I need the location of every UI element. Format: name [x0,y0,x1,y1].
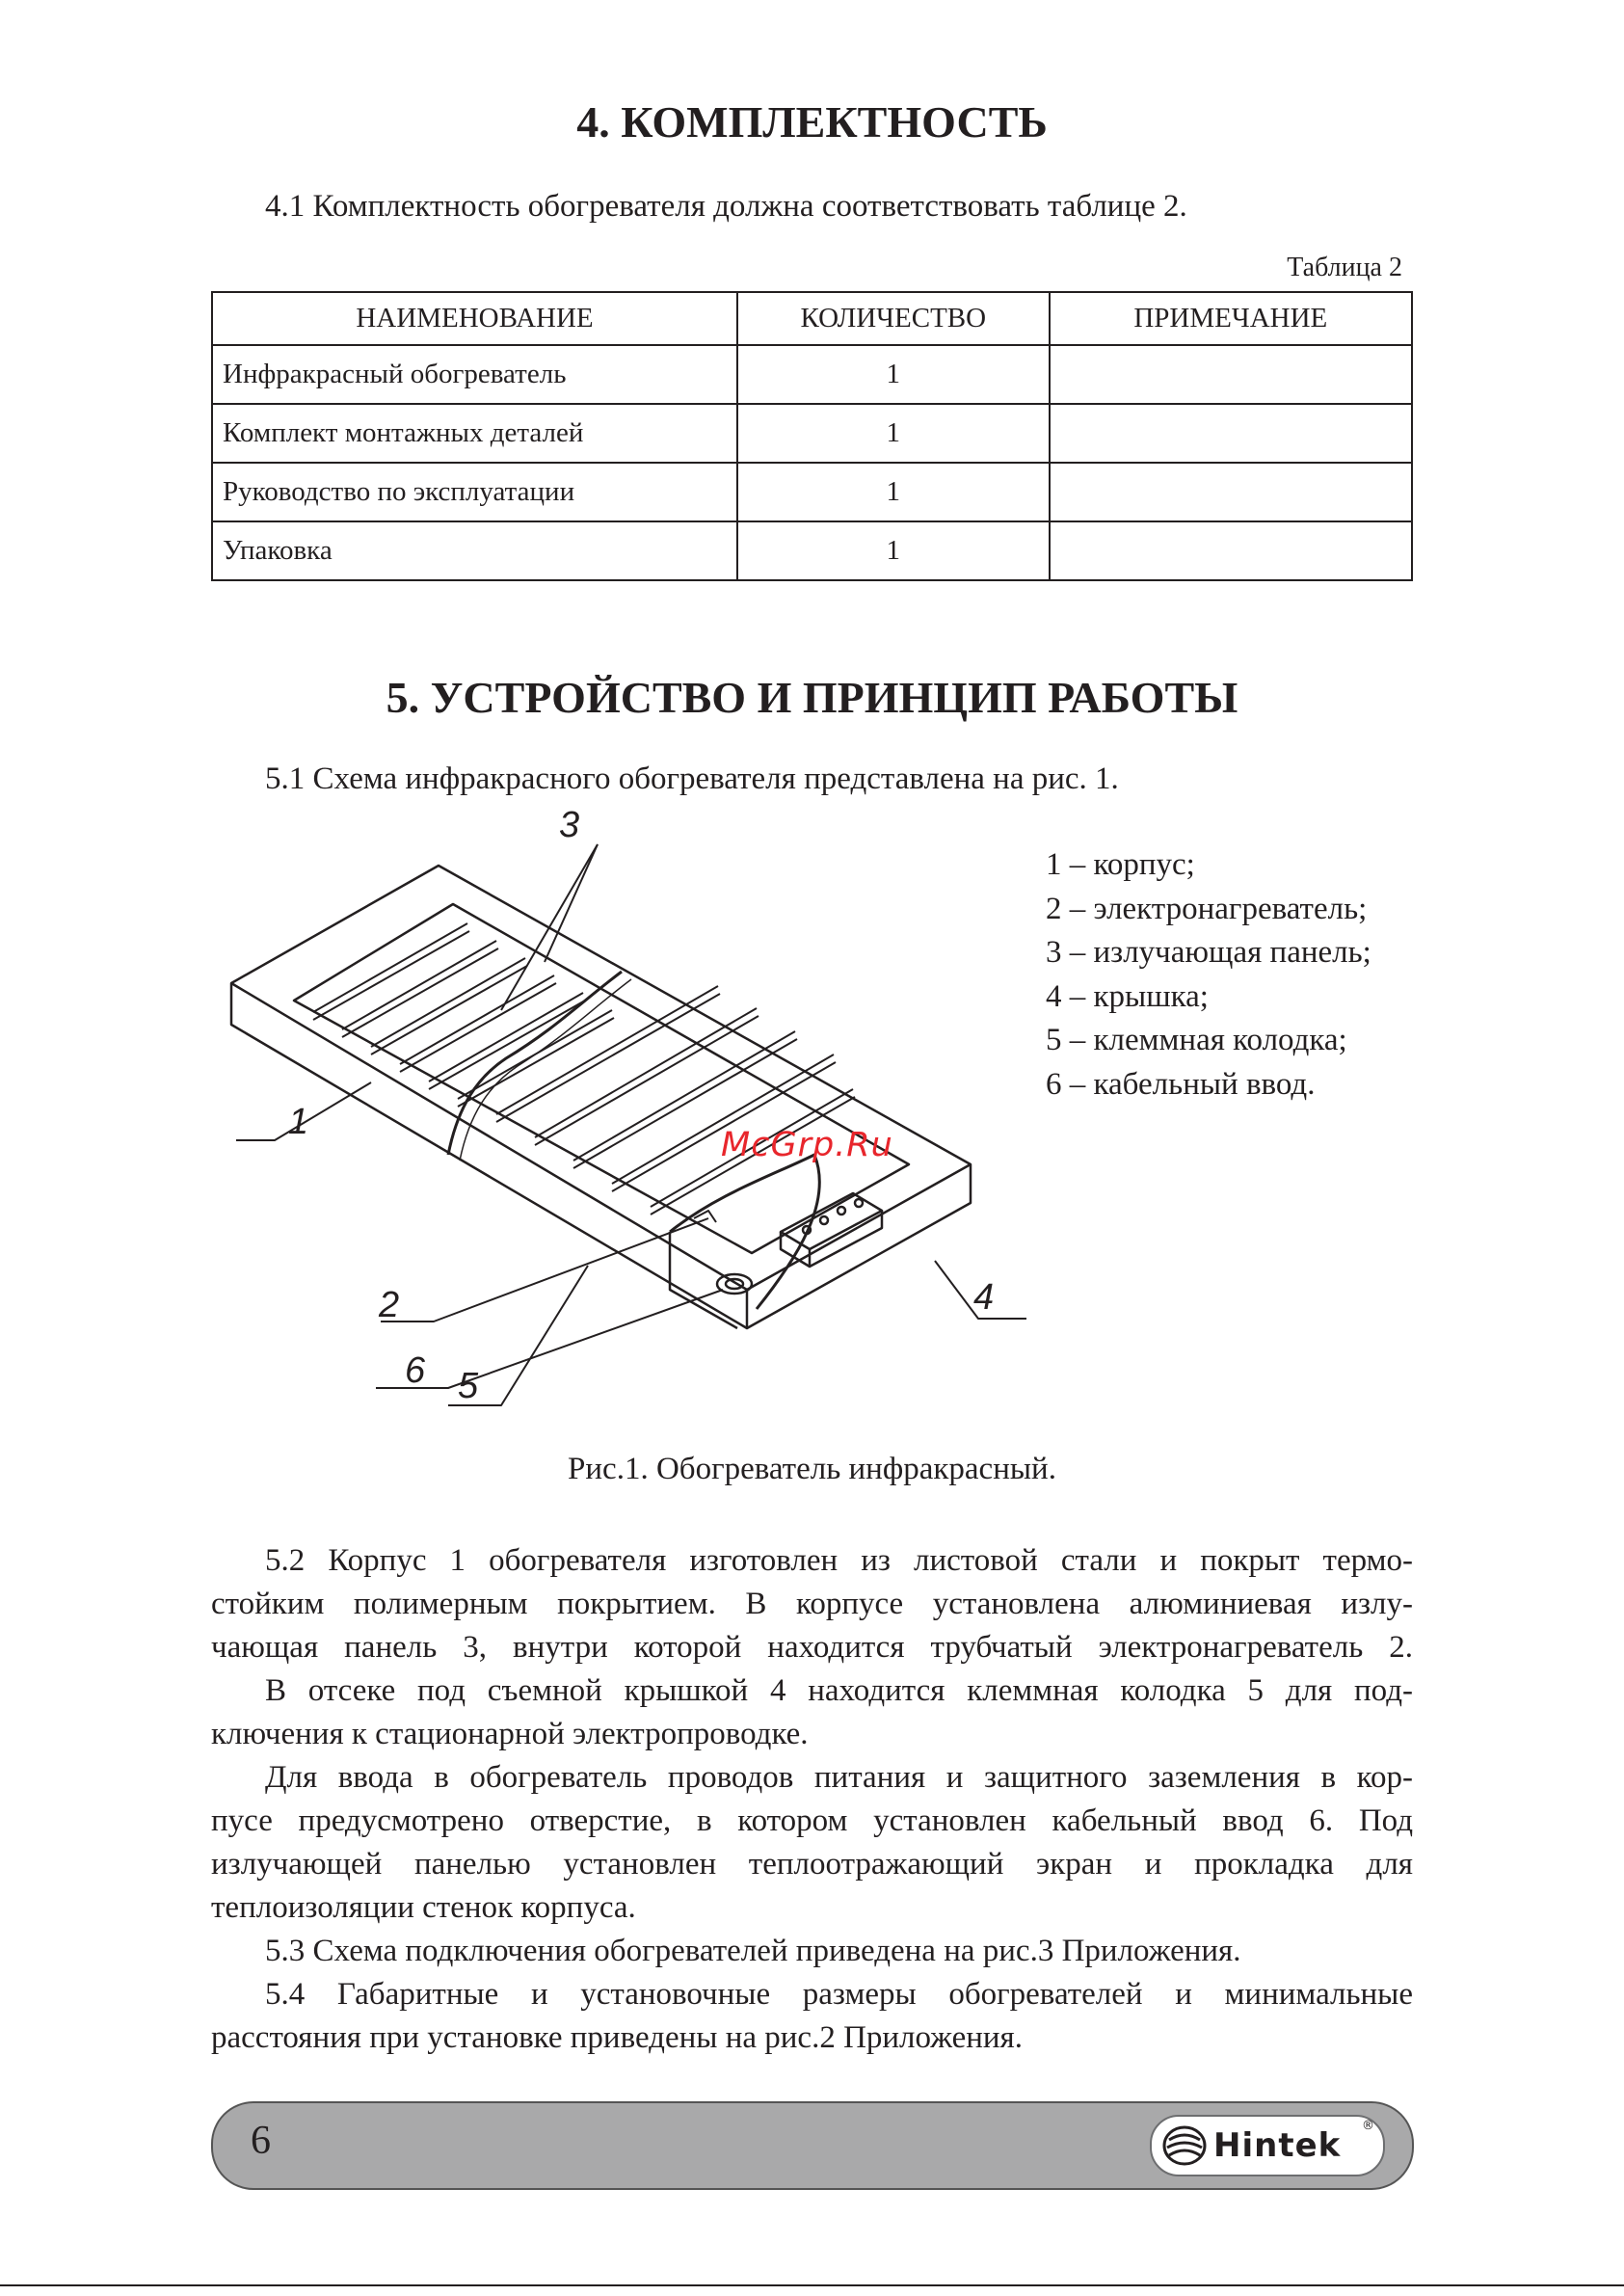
paragraph-5-3: 5.3 Схема подключения обогревателей приведена на рис.3 Приложения. [265,1934,1241,1968]
text-line: ключения к стационарной электропроводке. [211,1717,809,1751]
legend-item: 4 – крышка; [1046,978,1209,1014]
radiating-panel-ribs [313,923,855,1215]
page-number: 6 [251,2119,271,2163]
text-line: излучающей панелью установлен теплоотражающий экран и прокладка для [211,1847,1413,1882]
callout-2: 2 [379,1285,400,1325]
callout-3: 3 [559,808,580,845]
hintek-logo [1150,2115,1385,2176]
figure-caption: Рис.1. Обогреватель инфракрасный. [568,1452,1056,1486]
cell-note [1050,521,1412,580]
table-row [212,521,1412,580]
callout-1: 1 [288,1102,309,1142]
heater-diagram [217,808,1026,1434]
text-line: чающая панель 3, внутри которой находится трубчатый электронагреватель 2. [211,1630,1413,1665]
table-header-row [212,292,1412,345]
table-row [212,404,1412,463]
table-caption: Таблица 2 [1287,253,1402,282]
text-line: стойким полимерным покрытием. В корпусе установлена алюминиевая излу- [211,1587,1413,1621]
legend-item: 2 – электронагреватель; [1046,891,1368,926]
cell-note [1050,345,1412,404]
cell-note [1050,404,1412,463]
cell-quantity: 1 [737,345,1050,404]
logo-emblem-icon [1161,2124,1208,2167]
text-line: 5.2 Корпус 1 обогревателя изготовлен из листовой стали и покрыт термо- [265,1543,1413,1578]
section-4-title: 4. КОМПЛЕКТНОСТЬ [576,97,1048,147]
text-line: расстояния при установке приведены на рис.2 Приложения. [211,2020,1023,2055]
cell-note [1050,463,1412,521]
header-quantity: КОЛИЧЕСТВО [737,292,1050,345]
text-line: В отсеке под съемной крышкой 4 находится клеммная колодка 5 для под- [265,1673,1413,1708]
bottom-rule [0,2284,1624,2286]
paragraph-4-1: 4.1 Комплектность обогревателя должна соответствовать таблице 2. [265,189,1187,224]
callout-5: 5 [458,1366,479,1406]
section-5-title: 5. УСТРОЙСТВО И ПРИНЦИП РАБОТЫ [386,673,1238,722]
registered-mark: ® [1362,2119,1374,2133]
leader-lines [236,844,1026,1405]
text-line: теплоизоляции стенок корпуса. [211,1890,636,1925]
cell-name: Комплект монтажных деталей [212,404,737,463]
logo-text: Hintek [1213,2126,1342,2165]
text-line: пусе предусмотрено отверстие, в котором установлен кабельный ввод 6. Под [211,1803,1413,1838]
paragraph-5-1: 5.1 Схема инфракрасного обогревателя представлена на рис. 1. [265,761,1119,796]
legend-item: 1 – корпус; [1046,847,1195,882]
cell-quantity: 1 [737,521,1050,580]
header-name: НАИМЕНОВАНИЕ [212,292,737,345]
table-row [212,345,1412,404]
callout-6: 6 [405,1350,426,1391]
text-line: 5.4 Габаритные и установочные размеры обогревателей и минимальные [265,1977,1413,2012]
cell-name: Инфракрасный обогреватель [212,345,737,404]
figure-legend [1046,843,1371,1107]
table-row [212,463,1412,521]
cover-cutaway [670,1155,819,1309]
legend-item: 5 – клеммная колодка; [1046,1023,1347,1057]
legend-item: 6 – кабельный ввод. [1046,1066,1316,1102]
callout-4: 4 [973,1277,995,1318]
cell-name: Упаковка [212,521,737,580]
completeness-table [211,291,1413,581]
cell-quantity: 1 [737,404,1050,463]
cell-quantity: 1 [737,463,1050,521]
cell-name: Руководство по эксплуатации [212,463,737,521]
header-note: ПРИМЕЧАНИЕ [1050,292,1412,345]
text-line: Для ввода в обогреватель проводов питания и защитного заземления в кор- [265,1760,1413,1795]
watermark: McGrp.Ru [721,1126,893,1164]
legend-item: 3 – излучающая панель; [1046,935,1371,970]
